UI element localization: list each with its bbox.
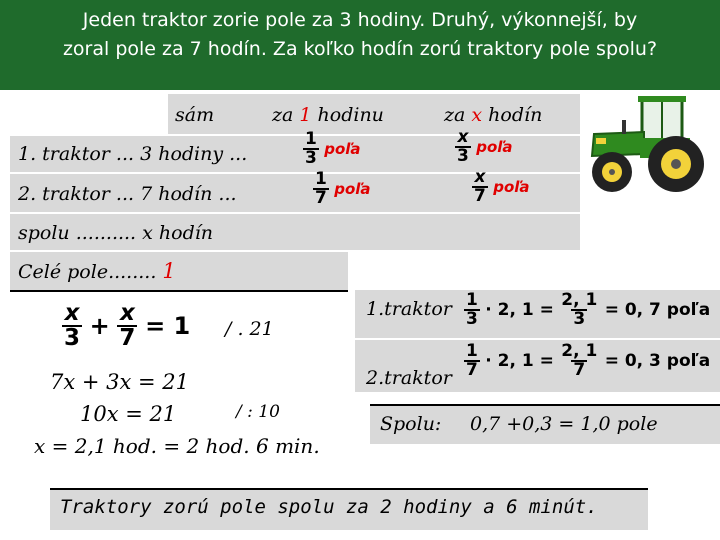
fraction-x-7 [472, 169, 530, 205]
row-4-label [18, 259, 176, 283]
col-za1-pre: za [272, 104, 300, 126]
row-1-label: 1. traktor ... 3 hodiny ... [18, 143, 248, 165]
t1-res: = 0, 7 poľa [604, 300, 711, 320]
col-zax-var: x [471, 104, 483, 126]
t1-mid: · 2, 1 = [485, 300, 554, 320]
t2-res: = 0, 3 poľa [604, 351, 711, 371]
col-za-x-hodin [444, 104, 542, 126]
frac1-den: 3 [305, 148, 317, 168]
fraction-1-3 [303, 131, 361, 167]
col-za1-num: 1 [299, 104, 312, 126]
t1-n2: 2, 1 [561, 290, 598, 310]
col-zax-pre: za [444, 104, 472, 126]
header-banner [0, 0, 720, 90]
eq-plus: + [89, 312, 110, 340]
problem-line-1: Jeden traktor zorie pole za 3 hodiny. Druhý, výkonnejší, by [82, 9, 638, 31]
col-zax-post: hodín [482, 104, 543, 126]
eq-x1: x [64, 300, 80, 326]
frac1-num: 1 [305, 129, 317, 149]
equation-line-4: x = 2,1 hod. = 2 hod. 6 min. [34, 434, 320, 458]
spolu-value: 0,7 +0,3 = 1,0 pole [470, 413, 658, 435]
problem-line-2: zoral pole za 7 hodín. Za koľko hodín zorú traktory pole spolu? [62, 38, 658, 60]
equation-line-3: 10x = 21 [80, 402, 177, 426]
verify-t1-expression [464, 292, 710, 328]
frac4-den: 7 [474, 186, 486, 206]
row-4-num: 1 [162, 259, 176, 283]
frac2-num: 1 [315, 169, 327, 189]
verify-t2-expression [464, 343, 710, 379]
multiply-note: / . 21 [225, 318, 274, 340]
green-tractor-icon [584, 92, 716, 196]
col-za1-post: hodinu [311, 104, 384, 126]
t2-d2: 7 [573, 360, 586, 380]
problem-statement [0, 6, 720, 64]
frac4-num: x [474, 167, 486, 187]
eq-d2: 7 [119, 325, 136, 351]
t2-n1: 1 [466, 341, 478, 361]
t2-n2: 2, 1 [561, 341, 598, 361]
frac1-unit: poľa [324, 140, 361, 158]
verify-t2-label: 2.traktor [366, 367, 452, 389]
final-answer: Traktory zorú pole spolu za 2 hodiny a 6 minút. [60, 496, 598, 518]
t1-d1: 3 [466, 309, 478, 329]
main-equation [62, 302, 190, 350]
row-2-label: 2. traktor ... 7 hodín ... [18, 183, 237, 205]
t2-mid: · 2, 1 = [485, 351, 554, 371]
fraction-x-3 [455, 129, 513, 165]
spolu-label: Spolu: [380, 413, 442, 435]
row-4-pre: Celé pole........ [18, 261, 163, 283]
t1-n1: 1 [466, 290, 478, 310]
eq-equals: = 1 [145, 312, 191, 340]
eq-x2: x [119, 300, 135, 326]
row-3-label: spolu .......... x hodín [18, 222, 214, 244]
fraction-1-7 [313, 171, 371, 207]
frac3-den: 3 [457, 146, 469, 166]
frac3-num: x [457, 127, 469, 147]
equation-line-2: 7x + 3x = 21 [50, 370, 190, 394]
frac3-unit: poľa [476, 138, 513, 156]
t1-d2: 3 [573, 309, 586, 329]
eq-d1: 3 [64, 325, 81, 351]
col-za-1-hodinu [272, 104, 384, 126]
verify-t1-label: 1.traktor [366, 298, 452, 320]
frac4-unit: poľa [493, 178, 530, 196]
frac2-unit: poľa [334, 180, 371, 198]
col-sam: sám [175, 104, 215, 126]
frac2-den: 7 [315, 188, 327, 208]
divide-note: / : 10 [236, 402, 280, 422]
t2-d1: 7 [466, 360, 478, 380]
